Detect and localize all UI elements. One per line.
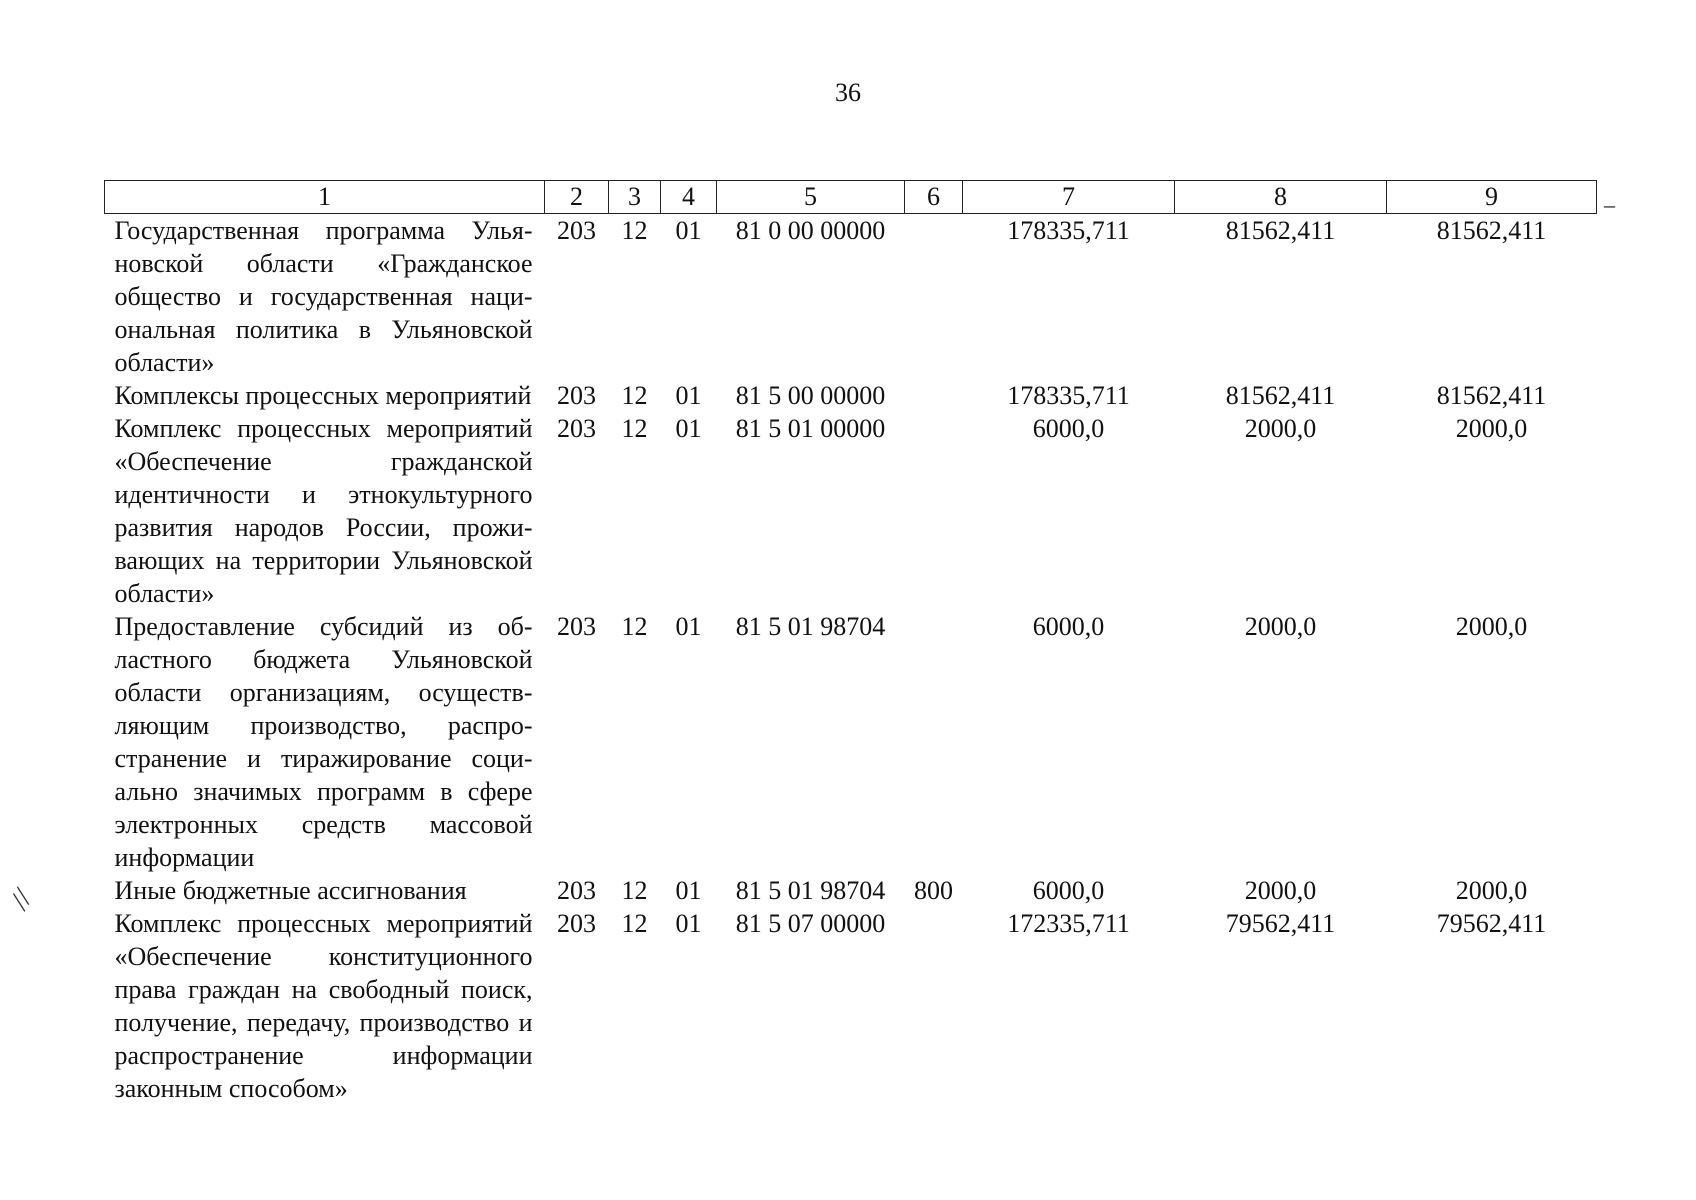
row-name: Комплекс процессных мероприятий «Обеспечение конституционного права граждан на свободный поиск, получение, передачу, производство и распространение информации законным способом» [114, 909, 533, 1103]
column-header: 8 [1175, 181, 1387, 214]
cell-amount-2: 2000,0 [1244, 612, 1317, 641]
column-header: 2 [545, 181, 609, 214]
cell-amount-1: 6000,0 [1032, 414, 1105, 443]
cell-target-code: 81 5 01 98704 [735, 876, 886, 905]
handwritten-initials-mark: // [4, 885, 39, 915]
page-number: 36 [835, 78, 861, 107]
row-name: Комплекс процессных мероприятий «Обеспечение гражданской идентичности и этнокультурного развития народов России, проживающих на территории Ульяновской области» [114, 414, 533, 608]
cell-target-code: 81 5 01 00000 [735, 414, 886, 443]
cell-section: 12 [621, 414, 648, 443]
cell-target-code: 81 5 01 98704 [735, 612, 886, 641]
cell-amount-3: 2000,0 [1455, 414, 1528, 443]
column-header: 9 [1387, 181, 1597, 214]
column-header: 3 [609, 181, 661, 214]
cell-ministry: 203 [557, 876, 596, 905]
row-name: Государственная программа Ульяновской области «Гражданское общество и государственная национальная политика в Ульяновской области» [114, 216, 533, 377]
cell-expense-type [905, 412, 963, 610]
cell-amount-1: 6000,0 [1032, 612, 1105, 641]
cell-expense-type [905, 379, 963, 412]
cell-amount-2: 2000,0 [1244, 876, 1317, 905]
cell-amount-1: 178335,711 [1007, 381, 1130, 410]
cell-subsection: 01 [675, 216, 702, 245]
cell-amount-3: 2000,0 [1455, 876, 1528, 905]
cell-expense-type [905, 907, 963, 1105]
cell-amount-1: 178335,711 [1007, 216, 1130, 245]
table-row [105, 214, 1597, 380]
cell-amount-2: 79562,411 [1225, 909, 1336, 938]
row-name: Предоставление субсидий из областного бюджета Ульяновской области организациям, осуществляющим производство, распространение и тиражирование социально значимых программ в сфере электронных средств массовой информации [114, 612, 533, 872]
cell-subsection: 01 [675, 909, 702, 938]
margin-dash: – [1604, 192, 1615, 217]
cell-target-code: 81 0 00 00000 [735, 216, 886, 245]
cell-amount-3: 2000,0 [1455, 612, 1528, 641]
column-header: 4 [661, 181, 717, 214]
cell-amount-3: 79562,411 [1436, 909, 1547, 938]
cell-section: 12 [621, 612, 648, 641]
cell-amount-1: 6000,0 [1032, 876, 1105, 905]
cell-subsection: 01 [675, 381, 702, 410]
row-name: Иные бюджетные ассигнования [114, 876, 467, 905]
column-header: 7 [963, 181, 1175, 214]
column-header: 1 [105, 181, 545, 214]
cell-expense-type [905, 610, 963, 874]
cell-ministry: 203 [557, 216, 596, 245]
table-row [105, 610, 1597, 874]
cell-section: 12 [621, 381, 648, 410]
cell-amount-2: 81562,411 [1225, 216, 1336, 245]
table-row [105, 412, 1597, 610]
table-row [105, 874, 1597, 907]
column-header: 6 [905, 181, 963, 214]
cell-target-code: 81 5 07 00000 [735, 909, 886, 938]
cell-amount-1: 172335,711 [1007, 909, 1130, 938]
cell-ministry: 203 [557, 909, 596, 938]
cell-subsection: 01 [675, 876, 702, 905]
cell-target-code: 81 5 00 00000 [735, 381, 886, 410]
cell-ministry: 203 [557, 381, 596, 410]
cell-amount-3: 81562,411 [1436, 381, 1547, 410]
table-header-row [105, 181, 1597, 214]
cell-amount-3: 81562,411 [1436, 216, 1547, 245]
cell-expense-type [905, 214, 963, 380]
cell-section: 12 [621, 876, 648, 905]
row-name: Комплексы процессных мероприятий [114, 381, 532, 410]
table-row [105, 907, 1597, 1105]
cell-subsection: 01 [675, 414, 702, 443]
cell-ministry: 203 [557, 612, 596, 641]
cell-subsection: 01 [675, 612, 702, 641]
column-header: 5 [717, 181, 905, 214]
cell-section: 12 [621, 216, 648, 245]
budget-table [104, 180, 1597, 1105]
cell-amount-2: 81562,411 [1225, 381, 1336, 410]
cell-amount-2: 2000,0 [1244, 414, 1317, 443]
cell-ministry: 203 [557, 414, 596, 443]
cell-expense-type: 800 [914, 876, 953, 905]
table-row [105, 379, 1597, 412]
cell-section: 12 [621, 909, 648, 938]
